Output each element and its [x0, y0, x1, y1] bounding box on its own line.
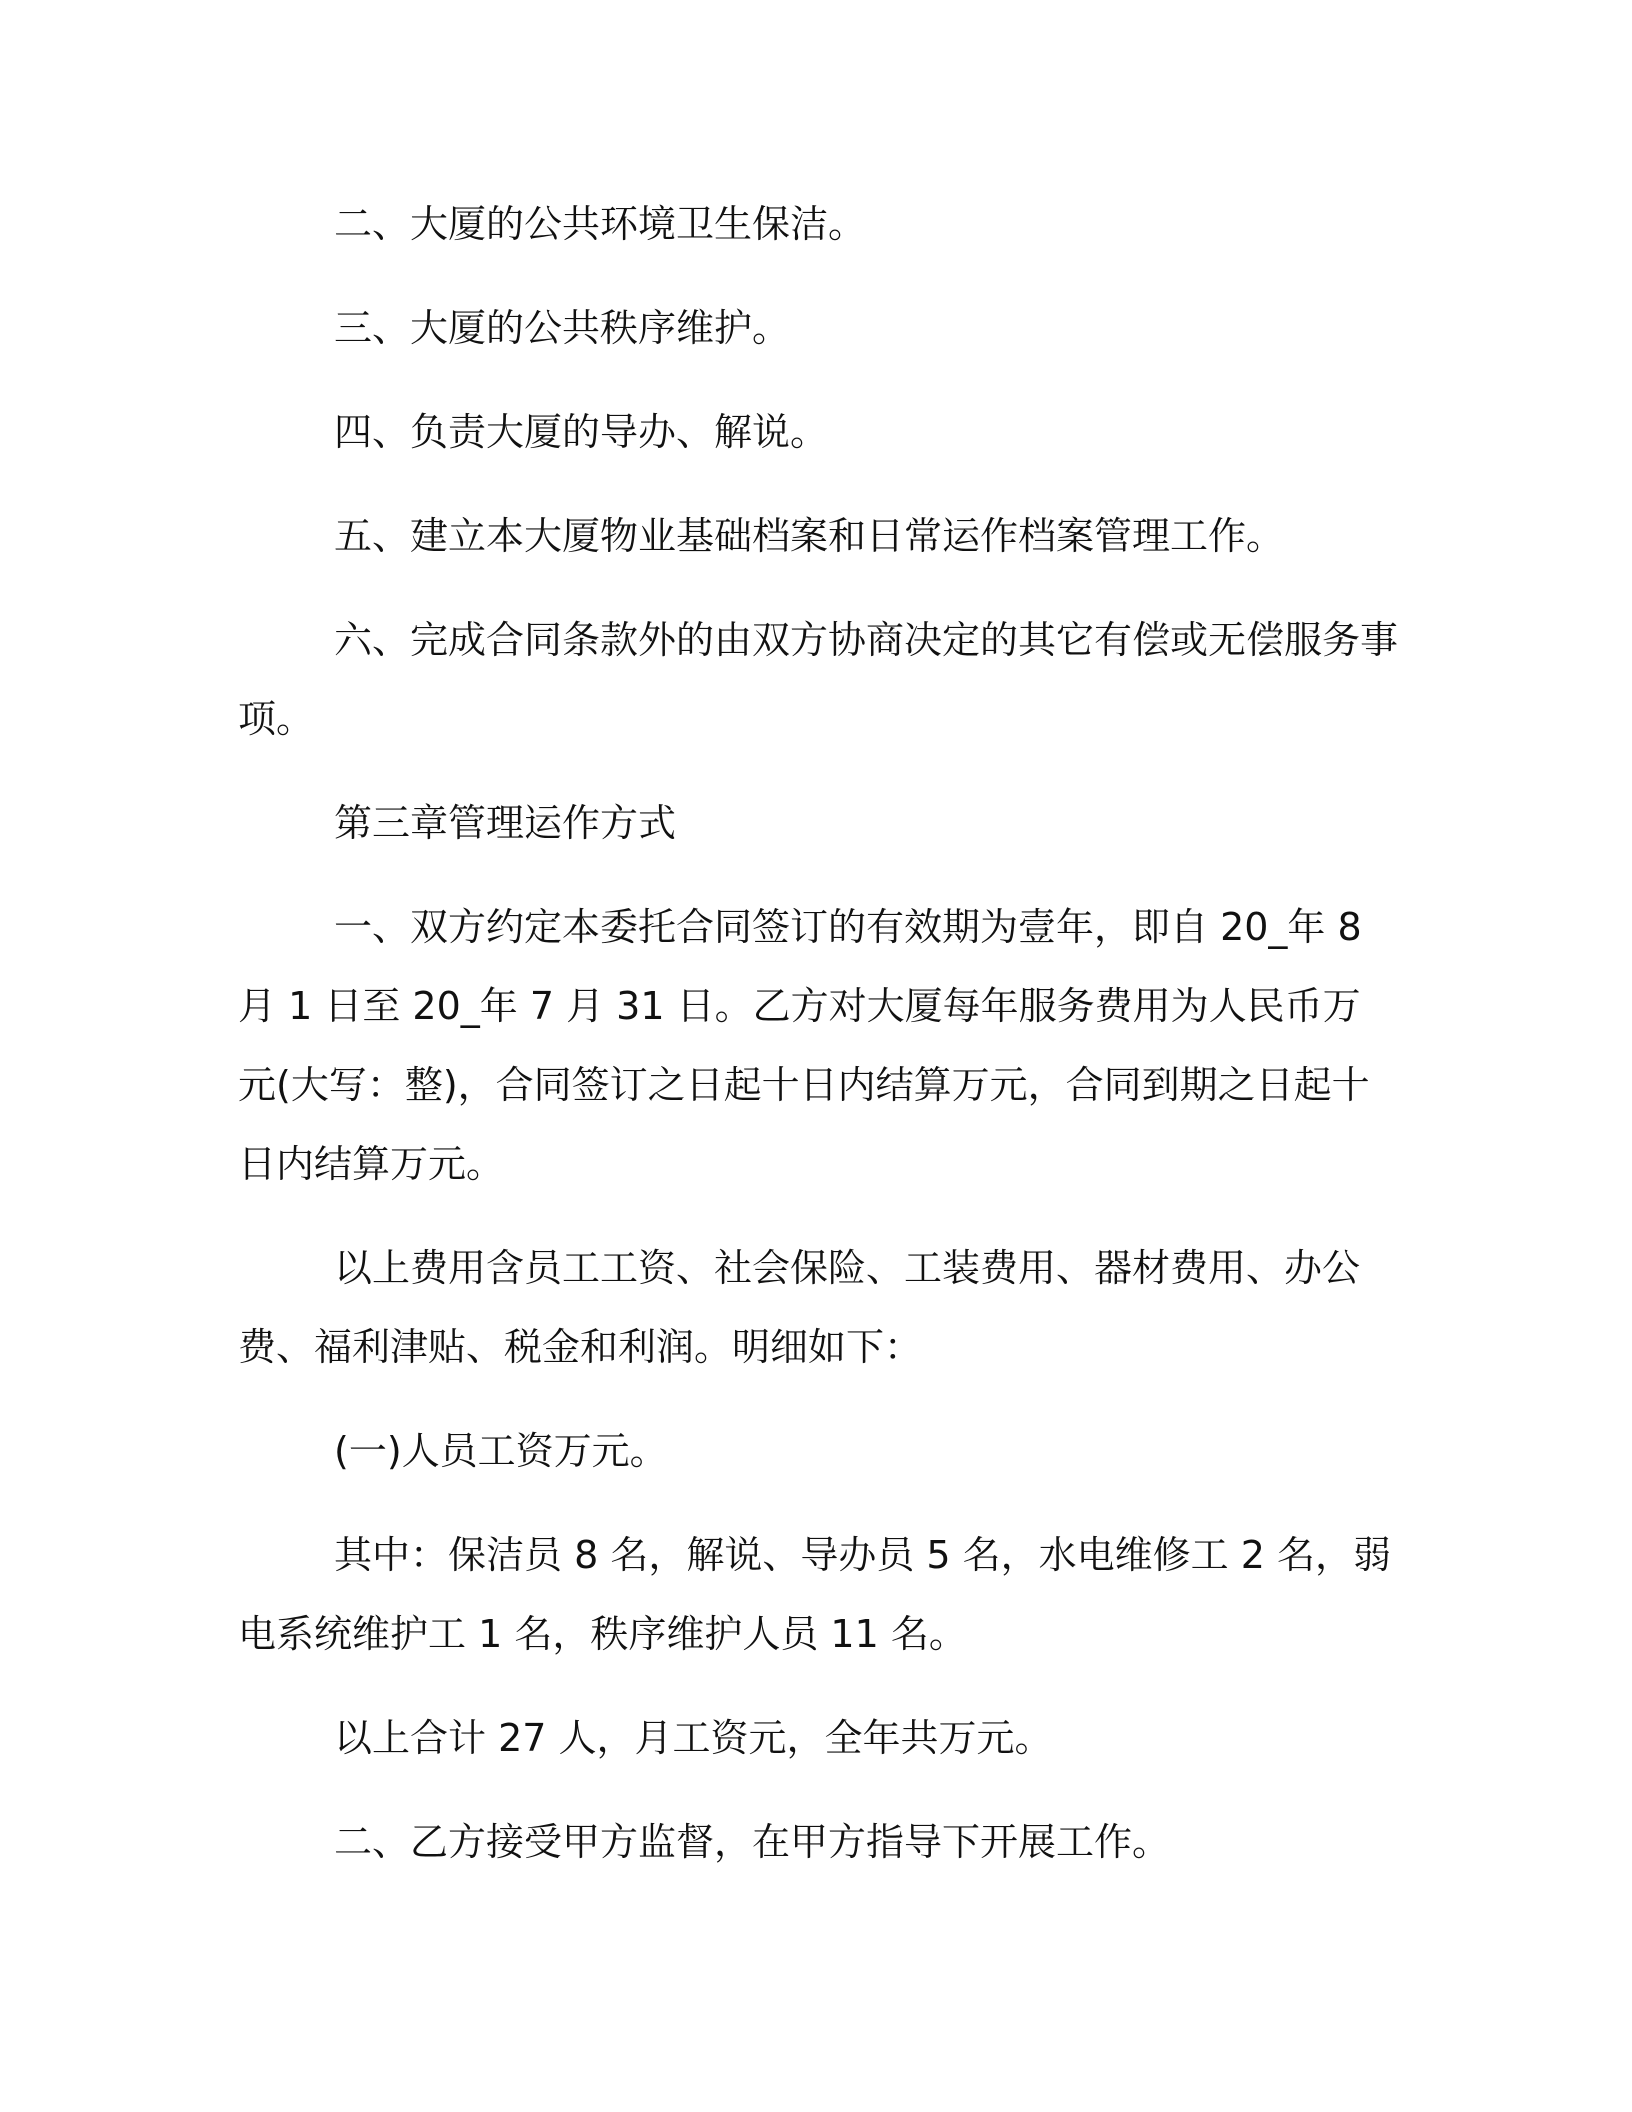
contract-term-paragraph: 一、双方约定本委托合同签订的有效期为壹年，即自 20_年 8 月 1 日至 20_年 7 月 31 日。乙方对大厦每年服务费用为人民币万元(大写：整)，合同签订之日起十日内结算万元，合同到期之日起十日内结算万元。 [238, 905, 1370, 1186]
paragraph-item-2: 二、大厦的公共环境卫生保洁。 [334, 202, 867, 246]
paragraph-item-5: 五、建立本大厦物业基础档案和日常运作档案管理工作。 [334, 514, 1285, 558]
paragraph-item-4: 四、负责大厦的导办、解说。 [334, 410, 829, 454]
fee-composition-paragraph: 以上费用含员工工资、社会保险、工装费用、器材费用、办公费、福利津贴、税金和利润。明细如下： [238, 1246, 1361, 1369]
chapter-heading: 第三章管理运作方式 [334, 801, 677, 845]
staff-breakdown-paragraph: 其中：保洁员 8 名，解说、导办员 5 名，水电维修工 2 名，弱电系统维护工 1 名，秩序维护人员 11 名。 [238, 1533, 1392, 1656]
document-body [238, 185, 1398, 1882]
staff-total-paragraph: 以上合计 27 人，月工资元，全年共万元。 [334, 1716, 1053, 1760]
salary-item: (一)人员工资万元。 [334, 1429, 668, 1473]
paragraph-item-6: 六、完成合同条款外的由双方协商决定的其它有偿或无偿服务事项。 [238, 618, 1399, 741]
paragraph-item-3: 三、大厦的公共秩序维护。 [334, 306, 791, 350]
supervision-paragraph: 二、乙方接受甲方监督，在甲方指导下开展工作。 [334, 1820, 1171, 1864]
